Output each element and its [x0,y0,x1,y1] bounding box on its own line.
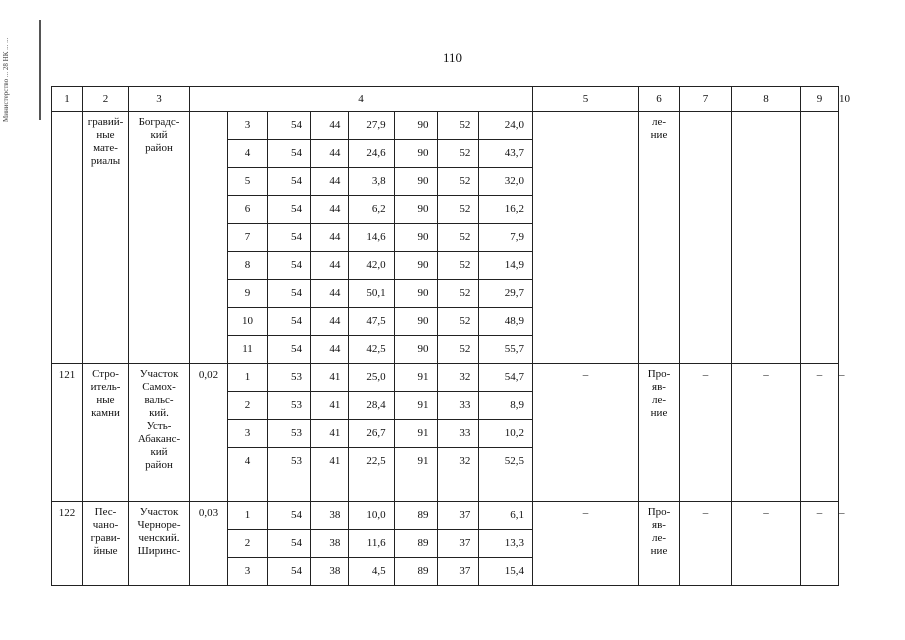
coordinate-value: 44 [310,336,348,364]
coordinate-value: 90 [394,140,437,168]
coordinate-value: 91 [394,392,437,420]
header-cell-4: 4 [190,87,533,112]
coordinate-value: 90 [394,308,437,336]
coordinate-value: 90 [394,252,437,280]
coordinate-value: 1 [228,502,268,530]
coordinate-value: 89 [394,558,437,586]
coordinate-row [228,252,532,280]
coordinate-value: 15,4 [504,565,524,577]
col9-cell: – [801,502,839,586]
coordinate-value: 90 [394,336,437,364]
coordinate-value: 4 [228,140,268,168]
coordinate-value: 52 [437,224,479,252]
coordinate-value: 6,1 [479,502,532,530]
coordinate-row [228,224,532,252]
coordinate-value: 25,0 [349,364,394,392]
coordinate-value: 90 [394,280,437,308]
coordinate-value: 1 [228,364,268,392]
header-cell-5: 5 [533,87,639,112]
data-table [51,86,850,586]
col5-cell [533,112,639,364]
coordinate-value: 54 [268,502,311,530]
coordinate-value: 53 [268,364,311,392]
coordinate-value: 54 [268,530,311,558]
coordinate-value: 33 [437,420,479,448]
margin-stamp: Министерство ... 28 НК ... ... [2,37,10,122]
coordinate-value: 27,9 [349,112,394,140]
coordinate-row [228,112,532,140]
coordinates-table [228,502,532,585]
coordinate-value: 44 [310,252,348,280]
coordinate-value: 43,7 [479,140,532,168]
coordinate-value: 54 [268,252,311,280]
coordinate-value: 48,9 [479,308,532,336]
coordinate-row [228,420,532,448]
coordinate-value: 4 [228,448,268,502]
col5-cell: – [533,364,639,502]
coordinate-value: 44 [310,168,348,196]
coordinate-value: 90 [394,168,437,196]
coordinate-value: 6,2 [349,196,394,224]
area-cell: 0,02 [190,364,228,502]
coordinate-row [228,558,532,586]
header-cell-7: 7 [680,87,732,112]
coordinate-value: 44 [310,196,348,224]
location-cell: Участок Черноре- ченский. Ширинс- [129,502,190,586]
coordinate-value: 6 [228,196,268,224]
coordinate-value: 37 [437,502,479,530]
coordinate-value: 54,7 [479,364,532,392]
coordinate-value: 54 [268,558,311,586]
coordinate-value: 33 [437,392,479,420]
coordinate-value: 54 [268,168,311,196]
coordinate-value: 41 [310,364,348,392]
location-cell: Боградс- кий район [129,112,190,364]
coordinate-value: 91 [394,448,437,502]
coordinate-value: 90 [394,196,437,224]
coordinate-value: 4,5 [349,558,394,586]
col7-cell: – [680,364,732,502]
col7-cell: – [680,502,732,586]
coordinate-value: 44 [310,140,348,168]
coordinates-cell [228,112,533,364]
coordinate-value: 52 [437,308,479,336]
header-row: 1 2 3 4 5 6 7 8 9 10 [52,87,839,112]
col9-cell: – [801,364,839,502]
coordinate-value: 54 [268,336,311,364]
coordinate-value: 52 [437,252,479,280]
coordinate-row [228,530,532,558]
coordinate-value: 26,7 [349,420,394,448]
coordinate-value: 91 [394,364,437,392]
coordinate-value: 38 [310,558,348,586]
material-cell: Стро- итель- ные камни [83,364,129,502]
coordinate-value: 10 [228,308,268,336]
deposit-number: 122 [52,502,83,586]
coordinate-value: 37 [437,530,479,558]
coordinate-value: 90 [394,112,437,140]
coordinate-row [228,196,532,224]
coordinate-value: 55,7 [504,343,524,355]
coordinate-value: 44 [310,280,348,308]
coordinates-cell [228,364,533,502]
coordinate-value: 54 [268,140,311,168]
coordinate-value: 7 [228,224,268,252]
coordinate-value: 28,4 [349,392,394,420]
col7-cell [680,112,732,364]
coordinate-value: 53 [268,448,311,502]
header-cell-1: 1 [52,87,83,112]
coordinate-row [228,448,532,502]
material-cell: Пес- чано- грави- йные [83,502,129,586]
coordinate-value: 29,7 [479,280,532,308]
coordinate-value: 38 [310,502,348,530]
coordinate-value: 89 [394,502,437,530]
coordinate-value: 52,5 [504,455,524,467]
header-cell-9: 9 [801,87,839,112]
coordinate-value: 32 [437,448,479,502]
coordinate-value: 24,0 [479,112,532,140]
coordinate-row [228,168,532,196]
coordinate-value: 42,0 [349,252,394,280]
coordinate-value: 89 [394,530,437,558]
deposit-number [52,112,83,364]
coordinate-value: 5 [228,168,268,196]
coordinate-value: 54 [268,112,311,140]
coordinate-value: 32 [437,364,479,392]
coordinate-value: 91 [394,420,437,448]
coordinate-row [228,336,532,364]
header-cell-3: 3 [129,87,190,112]
coordinate-value: 10,0 [349,502,394,530]
col8-cell [732,112,801,364]
coordinate-value: 32,0 [479,168,532,196]
coordinates-table [228,112,532,363]
table-row: 121 Стро- итель- ные камни Участок Самох- вальс- кий. Усть- Абаканс- кий район 0,02 1 53 41 25,0 91 32 54,7 2 53 41 28,4 91 33 8,9 3 53 41 26,7 91 33 10,2 4 53 41 22,5 91 32 52,5 – Про- яв- ле- ние – – – – [52,364,839,502]
coordinates-cell [228,502,533,586]
coordinate-value: 2 [228,392,268,420]
area-cell [190,112,228,364]
coordinate-value: 54 [268,224,311,252]
col5-cell: – [533,502,639,586]
coordinate-value: 11 [228,336,268,364]
coordinate-value: 54 [268,196,311,224]
coordinate-value: 38 [310,530,348,558]
coordinate-value: 52 [437,140,479,168]
coordinate-value: 3,8 [349,168,394,196]
coordinate-value: 8,9 [479,392,532,420]
coordinate-row [228,140,532,168]
coordinate-value: 54 [268,280,311,308]
coordinate-row [228,280,532,308]
coordinate-value: 7,9 [479,224,532,252]
page-number: 110 [442,50,463,65]
coordinate-value: 11,6 [349,530,394,558]
coordinate-value: 3 [228,112,268,140]
coordinate-row [228,392,532,420]
deposit-number: 121 [52,364,83,502]
table-row: 122 Пес- чано- грави- йные Участок Черноре- ченский. Ширинс- 0,03 1 54 38 10,0 89 37 6,1 2 54 38 11,6 89 37 13,3 3 54 38 4,5 89 37 15,4 – Про- яв- ле- ние – – – – [52,502,839,586]
col8-cell: – [732,502,801,586]
coordinate-value: 22,5 [349,448,394,502]
coordinate-value: 3 [228,558,268,586]
coordinate-value: 9 [228,280,268,308]
coordinate-value: 50,1 [349,280,394,308]
header-cell-6: 6 [639,87,680,112]
table-row [52,112,839,364]
status-cell: Про- яв- ле- ние [639,502,680,586]
coordinate-value: 14,6 [349,224,394,252]
area-cell: 0,03 [190,502,228,586]
coordinates-table [228,364,532,501]
coordinate-value: 90 [394,224,437,252]
coordinate-value: 13,3 [479,530,532,558]
coordinate-value: 53 [268,392,311,420]
material-cell: гравий- ные мате- риалы [83,112,129,364]
coordinate-value: 52 [437,168,479,196]
header-cell-8: 8 [732,87,801,112]
coordinate-value: 8 [228,252,268,280]
header-cell-2: 2 [83,87,129,112]
coordinate-value: 41 [310,420,348,448]
coordinate-value: 10,2 [479,420,532,448]
coordinate-value: 37 [437,558,479,586]
col9-cell [801,112,839,364]
coordinate-value: 52 [437,336,479,364]
status-cell: ле- ние [639,112,680,364]
coordinate-value: 14,9 [479,252,532,280]
coordinate-value: 42,5 [349,336,394,364]
coordinate-value: 44 [310,308,348,336]
col8-cell: – [732,364,801,502]
coordinate-value: 3 [228,420,268,448]
coordinate-value: 52 [437,112,479,140]
coordinate-value: 47,5 [349,308,394,336]
coordinate-value: 44 [310,112,348,140]
coordinate-value: 44 [310,224,348,252]
coordinate-row [228,364,532,392]
coordinate-value: 54 [268,308,311,336]
coordinate-row [228,502,532,530]
coordinate-value: 2 [228,530,268,558]
coordinate-value: 16,2 [479,196,532,224]
location-cell: Участок Самох- вальс- кий. Усть- Абаканс- кий район [129,364,190,502]
coordinate-value: 41 [310,448,348,502]
coordinate-value: 53 [268,420,311,448]
coordinate-value: 52 [437,196,479,224]
coordinate-value: 24,6 [349,140,394,168]
coordinate-row [228,308,532,336]
status-cell: Про- яв- ле- ние [639,364,680,502]
coordinate-value: 41 [310,392,348,420]
coordinate-value: 52 [437,280,479,308]
